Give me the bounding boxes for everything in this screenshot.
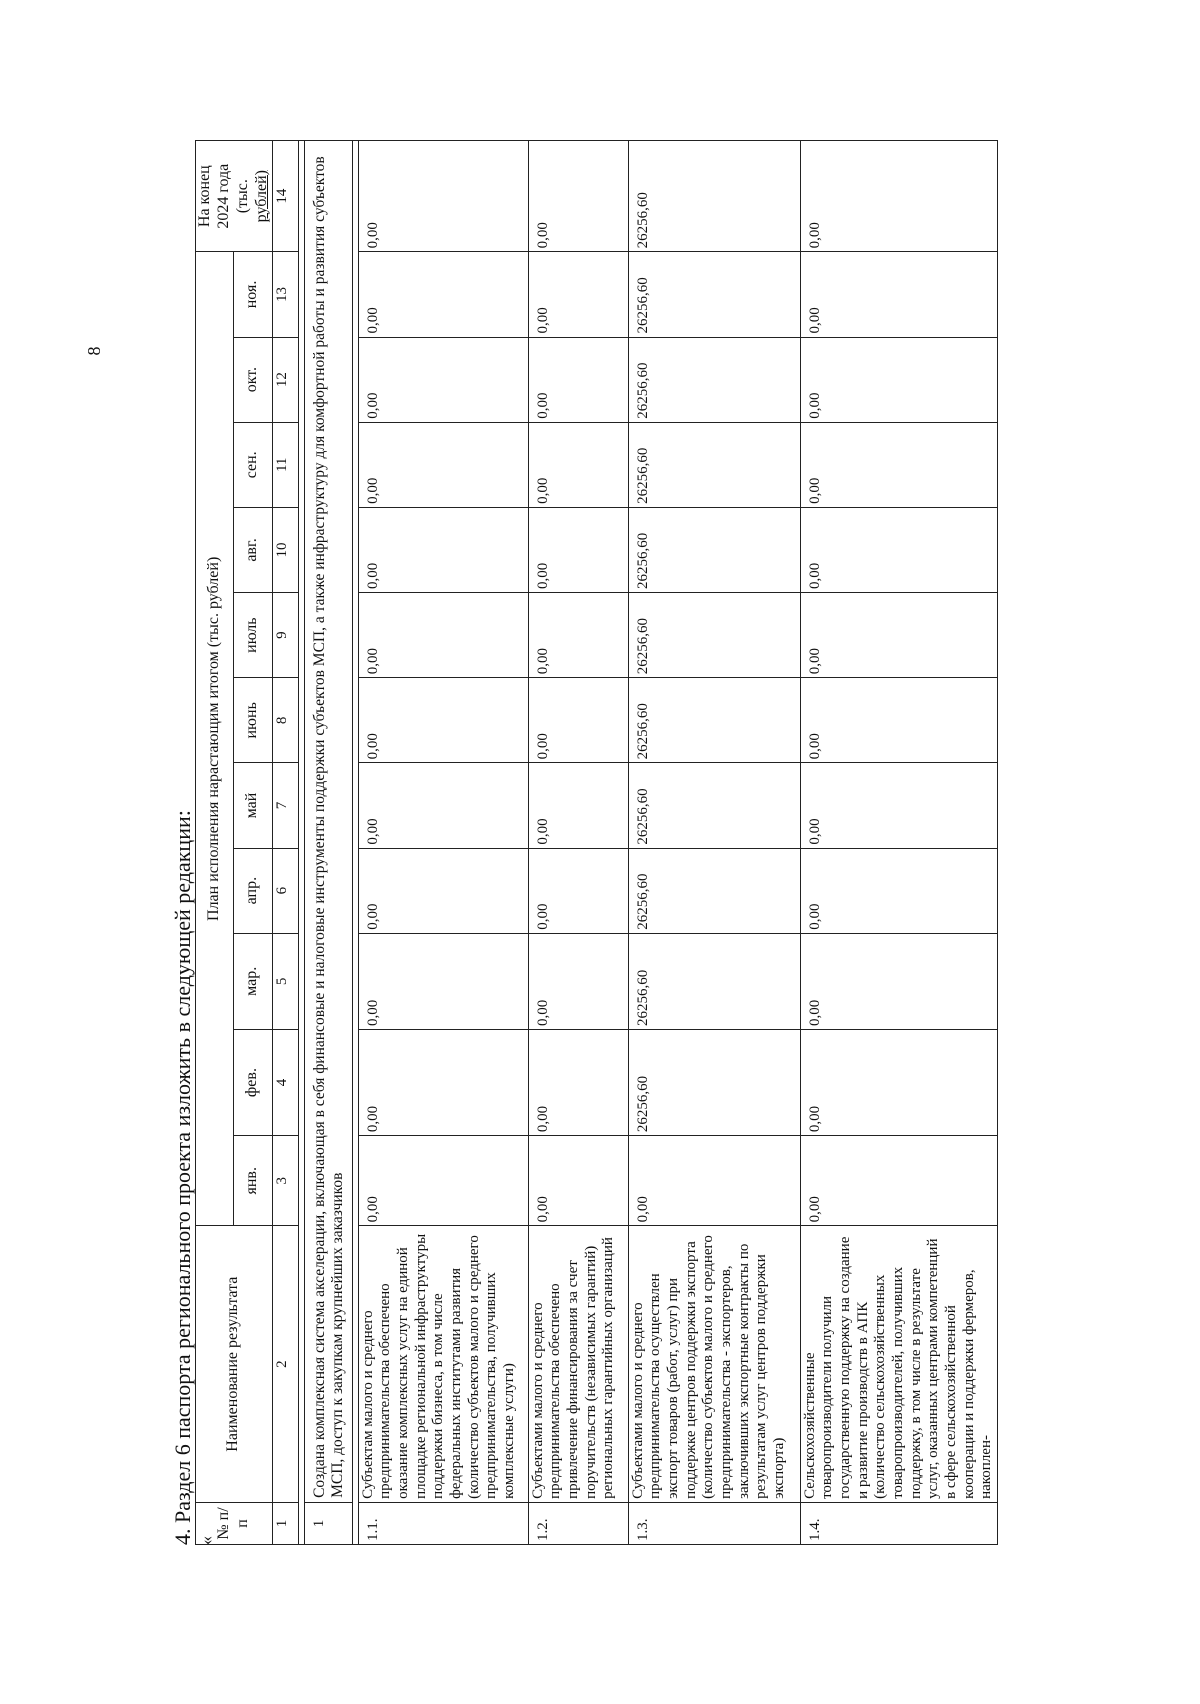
value-cell: 0,00 [800, 252, 998, 337]
value-cell: 0,00 [528, 422, 628, 507]
value-cell: 0,00 [800, 763, 998, 848]
header-month: апр. [234, 848, 272, 933]
value-cell: 0,00 [528, 1029, 628, 1135]
value-cell: 0,00 [528, 507, 628, 592]
value-cell: 26256,60 [628, 507, 800, 592]
value-cell: 0,00 [800, 1029, 998, 1135]
value-cell: 0,00 [628, 1136, 800, 1226]
value-cell: 0,00 [528, 848, 628, 933]
header-month: сен. [234, 422, 272, 507]
value-cell: 26256,60 [628, 422, 800, 507]
value-cell: 0,00 [800, 507, 998, 592]
col-number: 5 [272, 933, 298, 1029]
col-number: 4 [272, 1029, 298, 1135]
value-cell: 0,00 [358, 933, 528, 1029]
value-cell: 0,00 [528, 1136, 628, 1226]
opening-quote: « [196, 1536, 216, 1545]
value-cell: 0,00 [358, 763, 528, 848]
header-end-line4: рублей) [252, 170, 270, 223]
header-month: янв. [234, 1136, 272, 1226]
value-cell: 0,00 [528, 763, 628, 848]
value-cell: 0,00 [800, 933, 998, 1029]
value-cell: 0,00 [358, 848, 528, 933]
header-month: фев. [234, 1029, 272, 1135]
value-cell: 0,00 [358, 422, 528, 507]
header-plan-group: План исполнения нарастающим итогом (тыс. рублей) [196, 252, 234, 1226]
value-cell: 26256,60 [628, 763, 800, 848]
value-cell: 0,00 [800, 848, 998, 933]
value-cell: 26256,60 [628, 848, 800, 933]
col-number: 14 [272, 141, 298, 252]
value-cell: 26256,60 [628, 678, 800, 763]
header-end-line3: (тыс. [233, 179, 251, 214]
header-month: мар. [234, 933, 272, 1029]
value-cell: 0,00 [358, 337, 528, 422]
header-month: июль [234, 593, 272, 678]
value-cell: 0,00 [358, 678, 528, 763]
header-month: июнь [234, 678, 272, 763]
col-number: 2 [272, 1226, 298, 1503]
result-name: Субъектам малого и среднего предпринимательства обеспечено оказание комплексных услуг на единой площадке региональной инфраструктуры поддержки бизнеса, в том числе федеральных институтами развития (количество субъектов малого и среднего предпринимательства, получивших комплексные услуги) [358, 1226, 528, 1503]
result-name: Субъектами малого и среднего предпринимательства обеспечено привлечение финансирования за счет поручительств (независимых гарантий) региональных гарантийных организаций [528, 1226, 628, 1503]
value-cell: 26256,60 [628, 933, 800, 1029]
header-end-of-year [196, 141, 273, 252]
value-cell: 26256,60 [628, 252, 800, 337]
value-cell: 0,00 [800, 1136, 998, 1226]
header-month: май [234, 763, 272, 848]
header-month: авг. [234, 507, 272, 592]
value-cell: 26256,60 [628, 1029, 800, 1135]
col-number: 11 [272, 422, 298, 507]
value-cell: 0,00 [800, 337, 998, 422]
table-row [358, 141, 528, 1545]
value-cell: 0,00 [358, 1029, 528, 1135]
group-title: Создана комплексная система акселерации, включающая в себя финансовые и налоговые инструменты поддержки субъектов МСП, а также инфраструктуру для комфортной работы и развития субъектов МСП, доступ к закупкам крупнейших заказчиков [304, 141, 352, 1503]
value-cell: 0,00 [528, 337, 628, 422]
results-plan-table [195, 140, 998, 1545]
value-cell: 0,00 [528, 933, 628, 1029]
value-cell: 26256,60 [628, 141, 800, 252]
value-cell: 0,00 [528, 678, 628, 763]
table-row [800, 141, 998, 1545]
value-cell: 0,00 [800, 422, 998, 507]
value-cell: 0,00 [800, 678, 998, 763]
col-number: 1 [272, 1502, 298, 1544]
value-cell: 0,00 [358, 593, 528, 678]
value-cell: 26256,60 [628, 593, 800, 678]
header-month: ноя. [234, 252, 272, 337]
col-number: 6 [272, 848, 298, 933]
header-num: № п/п [196, 1502, 273, 1544]
value-cell: 0,00 [528, 252, 628, 337]
header-end-line2: 2024 года [214, 163, 232, 229]
value-cell: 26256,60 [628, 337, 800, 422]
row-number: 1.1. [358, 1502, 528, 1544]
page-number: 8 [83, 346, 104, 356]
header-result-name: Наименование результата [196, 1226, 273, 1503]
row-number: 1.3. [628, 1502, 800, 1544]
value-cell: 0,00 [800, 593, 998, 678]
rotated-page-content [170, 125, 1070, 1545]
row-number: 1.4. [800, 1502, 998, 1544]
table-row [528, 141, 628, 1545]
col-number: 12 [272, 337, 298, 422]
value-cell: 0,00 [358, 141, 528, 252]
col-number: 3 [272, 1136, 298, 1226]
value-cell: 0,00 [358, 1136, 528, 1226]
row-number: 1.2. [528, 1502, 628, 1544]
result-name: Субъектами малого и среднего предпринимательства осуществлен экспорт товаров (работ, услуг) при поддержке центров поддержки экспорта (количество субъектов малого и среднего предпринимательства - экспортеров, заключивших экспортные контракты по результатам услуг центров поддержки экспорта) [628, 1226, 800, 1503]
value-cell: 0,00 [358, 507, 528, 592]
col-number: 8 [272, 678, 298, 763]
table-row [628, 141, 800, 1545]
group-number: 1 [304, 1502, 352, 1544]
value-cell: 0,00 [528, 593, 628, 678]
header-month: окт. [234, 337, 272, 422]
col-number: 9 [272, 593, 298, 678]
col-number: 10 [272, 507, 298, 592]
col-number: 13 [272, 252, 298, 337]
value-cell: 0,00 [800, 141, 998, 252]
heading-text: 4. Раздел 6 паспорта регионального проекта изложить в следующей редакции: [170, 810, 195, 1545]
value-cell: 0,00 [528, 141, 628, 252]
header-end-line1: На конец [196, 165, 213, 228]
value-cell: 0,00 [358, 252, 528, 337]
col-number: 7 [272, 763, 298, 848]
result-name: Сельскохозяйственные товаропроизводители получили государственную поддержку на создание и развитие производств в АПК (количество сельскохозяйственных товаропроизводителей, получивших поддержку, в том числе в результате услуг, оказанных центрами компетенций в сфере сельскохозяйственной кооперации и поддержки фермеров, накоплен- [800, 1226, 998, 1503]
